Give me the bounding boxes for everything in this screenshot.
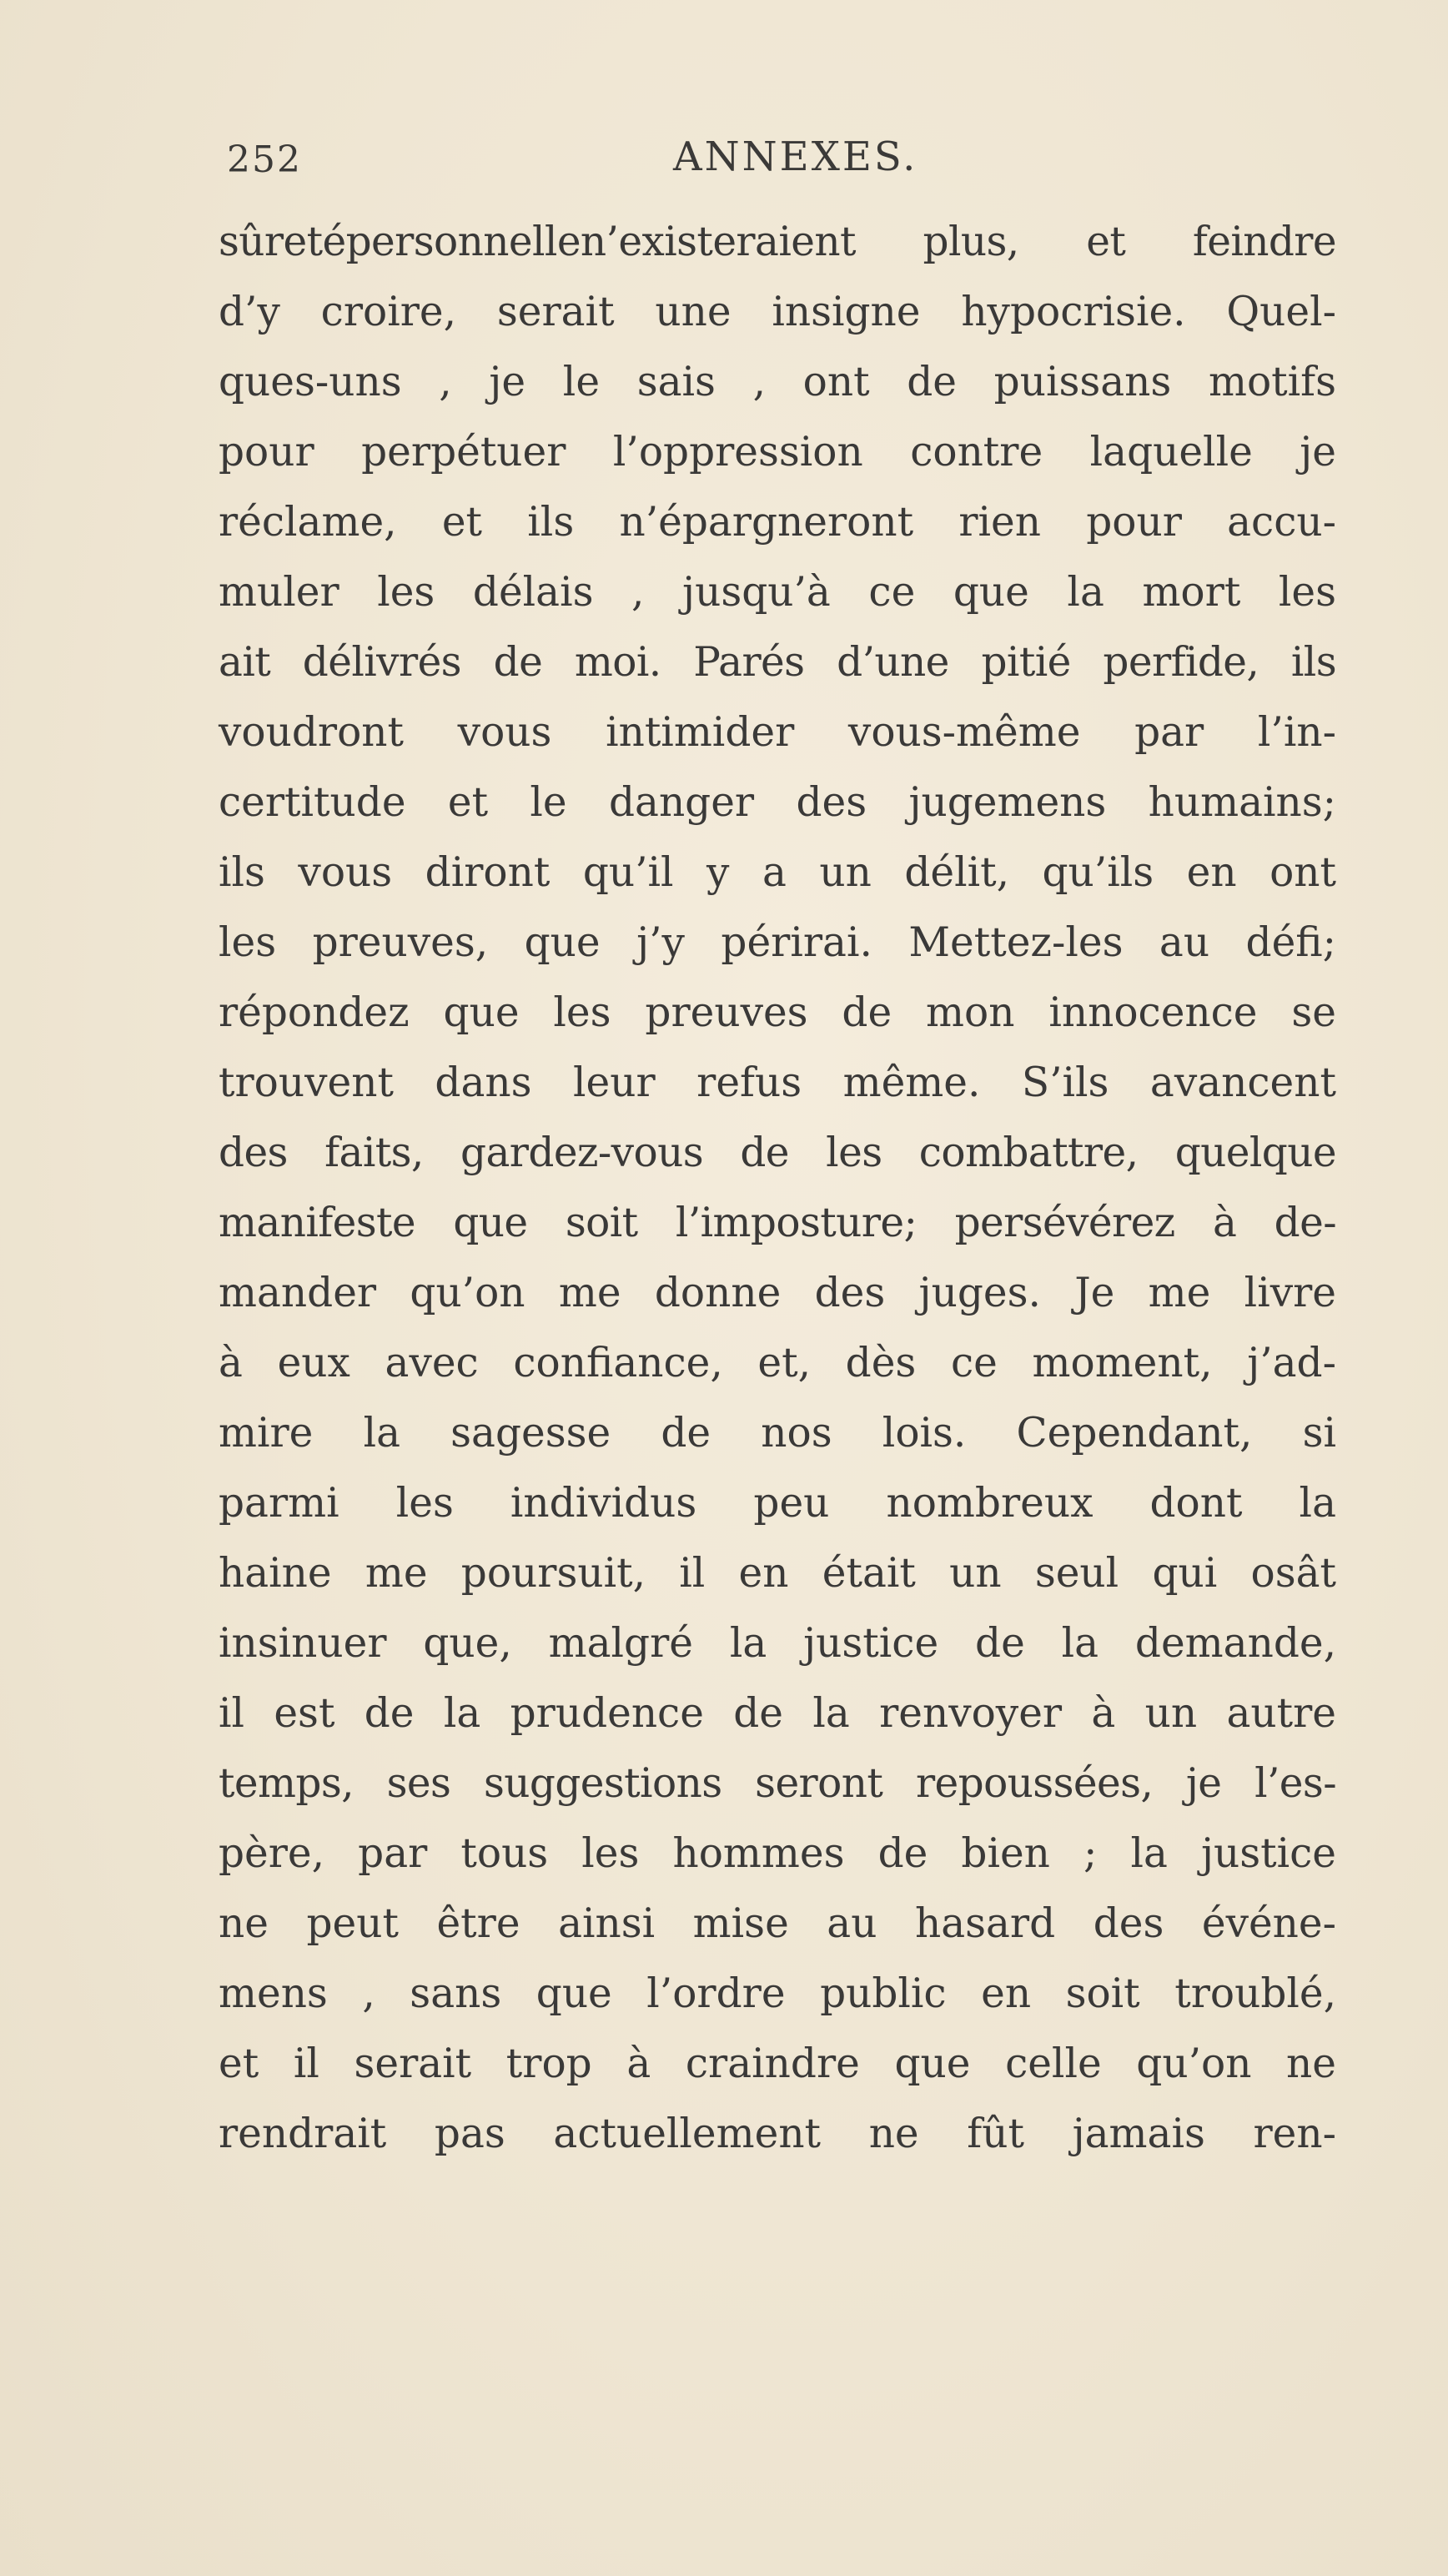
text-line: répondez que les preuves de mon innocence se	[219, 989, 1336, 1036]
text-line: il est de la prudence de la renvoyer à un autre	[219, 1690, 1336, 1737]
text-line: ne peut être ainsi mise au hasard des événe-	[219, 1900, 1336, 1947]
page-number: 252	[227, 138, 302, 181]
text-line: les preuves, que j’y périrai. Mettez-les au défi;	[219, 919, 1336, 966]
text-line: mander qu’on me donne des juges. Je me livre	[219, 1270, 1336, 1316]
text-line: ait délivrés de moi. Parés d’une pitié perfide, ils	[219, 639, 1336, 686]
text-line: parmi les individus peu nombreux dont la	[219, 1480, 1336, 1527]
text-line: haine me poursuit, il en était un seul qui osât	[219, 1550, 1336, 1597]
text-line: des faits, gardez-vous de les combattre, quelque	[219, 1130, 1336, 1176]
text-line: sûretépersonnellen’existeraient plus, et feindre	[219, 219, 1336, 265]
text-line: père, par tous les hommes de bien ; la justice	[219, 1830, 1336, 1877]
running-head: ANNEXES.	[673, 133, 918, 180]
text-line: mire la sagesse de nos lois. Cependant, si	[219, 1410, 1336, 1457]
text-line: mens , sans que l’ordre public en soit troublé,	[219, 1970, 1336, 2017]
text-line: manifeste que soit l’imposture; persévérez à de-	[219, 1200, 1336, 1246]
text-line: muler les délais , jusqu’à ce que la mort les	[219, 569, 1336, 616]
body-text	[219, 207, 1336, 2169]
text-line: ils vous diront qu’il y a un délit, qu’ils en ont	[219, 849, 1336, 896]
text-line: réclame, et ils n’épargneront rien pour accu-	[219, 499, 1336, 546]
text-line: et il serait trop à craindre que celle qu’on ne	[219, 2040, 1336, 2087]
text-line: à eux avec confiance, et, dès ce moment, j’ad-	[219, 1340, 1336, 1386]
text-line: insinuer que, malgré la justice de la demande,	[219, 1620, 1336, 1667]
text-line: pour perpétuer l’oppression contre laquelle je	[219, 429, 1336, 475]
text-line: voudront vous intimider vous-même par l’in-	[219, 709, 1336, 756]
text-line: rendrait pas actuellement ne fût jamais ren-	[219, 2111, 1336, 2157]
text-line: temps, ses suggestions seront repoussées, je l’es-	[219, 1760, 1336, 1807]
page-header	[227, 125, 1336, 192]
text-line: d’y croire, serait une insigne hypocrisie. Quel-	[219, 289, 1336, 335]
text-line: certitude et le danger des jugemens humains;	[219, 779, 1336, 826]
text-line: ques-uns , je le sais , ont de puissans motifs	[219, 359, 1336, 405]
text-line: trouvent dans leur refus même. S’ils avancent	[219, 1059, 1336, 1106]
